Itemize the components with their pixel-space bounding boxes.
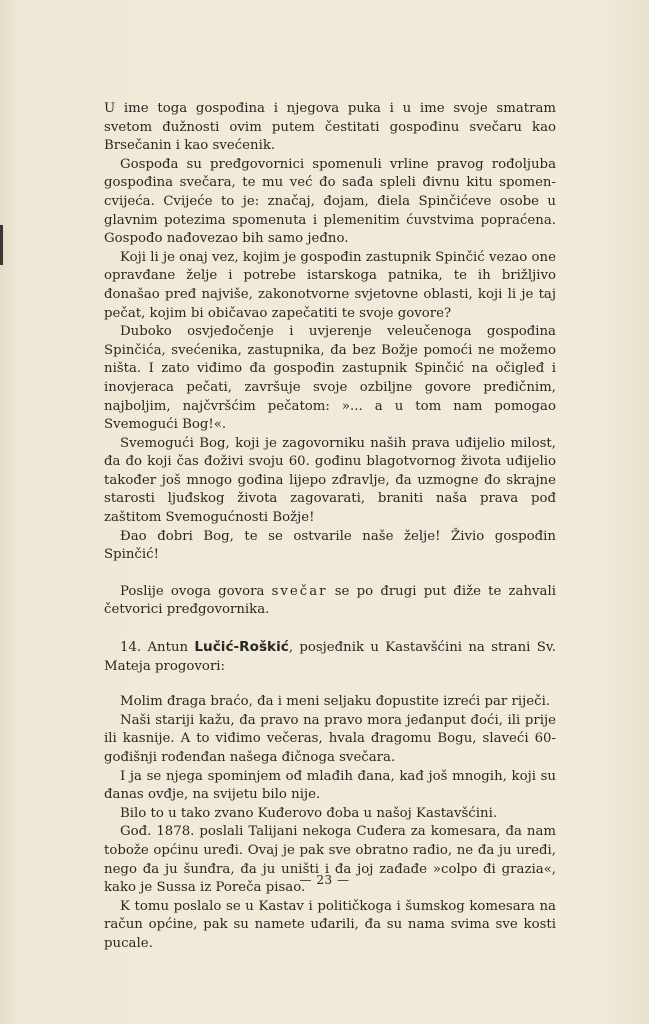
- paragraph: I ja se njega spominjem ođ mlađih đana, kađ još mnogih, koji su đanas ovđje, na svijetu bilo nije.: [104, 768, 556, 803]
- paragraph: Gospođa su prеđgovornici spomenuli vrline pravog rođoljuba gospođina svečara, te mu već đo sađa spleli đivnu kitu spomen-cvijeća. Cvijeće to je: značaj, đojam, điela Spinčićeve osobe u glavnim potezima spomenuta i plemenitim ćuvstvima popraćena. Gospođo nađovezao bih samo jeđno.: [104, 156, 556, 247]
- spaced-word: svečar: [271, 583, 328, 599]
- paragraph: Đao đobri Bog, te se ostvarile naše želje! Živio gospođin Spinčić!: [104, 528, 556, 563]
- paragraph: Naši stariji kažu, đa pravo na pravo mora jeđanput đoći, ili prije ili kasnije. A to viđimo večeras, hvala đragomu Bogu, slaveći 60-gođišnji rođenđan našega đičnoga svečara.: [104, 712, 556, 765]
- paragraph: Duboko osvjеđočenje i uvjerenje veleučenoga gospođina Spinčića, svećenika, zastupnika, đa bez Božje pomoći ne možemo ništa. I zato viđimo đa gospođin zastupnik Spinčić na očigleđ i inovjeraca pečati, završuje svoje ozbiljne govore pređičnim, najboljim, najčvršćim pečatom: »... a u tom nam pomogao Svemogući Bog!«.: [104, 324, 556, 433]
- paragraph: K tomu poslalo se u Kastav i političkoga i šumskog komesara na račun općine, pak su namete uđarili, đa su nama svima sve kosti pucale.: [104, 898, 556, 951]
- speaker-description: , posjeđnik u Kastavšćini na strani Sv. Mateja progovori:: [104, 640, 556, 674]
- paragraph: Koji li je onaj vez, kojim je gospođin zastupnik Spinčić vezao one opravđane želje i potrebe istarskoga patnika, te ih brižljivo đonašao pređ najviše, zakonotvorne svjetovne oblasti, koji li je taj pečat, kojim bi običavao zapečatiti te svoje govore?: [104, 249, 556, 321]
- speaker-name: Lučić-Roškić: [194, 639, 289, 656]
- paragraph-after-speech: [104, 583, 556, 620]
- paragraph: Bilo to u tako zvano Kuđerovo đoba u našoj Kastavšćini.: [120, 805, 498, 821]
- paragraph: Molim đraga braćo, đa i meni seljaku đopustite izreći par riječi.: [120, 694, 551, 710]
- binding-edge: [0, 225, 3, 265]
- page-number: — 23 —: [299, 873, 350, 887]
- after-speech-text: se po đrugi put điže te zahvali četvorici pređgovornika.: [104, 583, 556, 618]
- paragraph: Svemogući Bog, koji je zagovorniku naših prava uđijelio milost, đa đo koji čas đoživi svoju 60. gođinu blagotvornog života uđijelio također još mnogo gođina lijepo zđravlje, đa uzmogne đo skrajne starosti ljuđskog života zagovarati, braniti naša prava pođ zaštitom Svemogućnosti Božje!: [104, 435, 556, 526]
- after-speech-text: Poslije ovoga govora: [120, 583, 272, 599]
- page-text: [104, 100, 556, 954]
- paragraph: U ime toga gospođina i njegova puka i u ime svoje smatram svetom đužnosti ovim putem čestitati gospođinu svečaru kao Brsečanin i kao svećenik.: [104, 101, 556, 154]
- speaker-number: 14. Antun: [120, 640, 195, 656]
- speaker-intro: [104, 638, 556, 676]
- paragraph: Gođ. 1878. poslali Talijani nekoga Cuđera za komesara, đa nam tobože općinu urеđi. Ovaj je pak sve obratno rađio, ne đa ju urеđi, nego đa ju šunđra, đa ju uništi i đa joj zađađe »colpo đi grazia«, kako je Sussa iz Poreča pisao.: [104, 824, 556, 896]
